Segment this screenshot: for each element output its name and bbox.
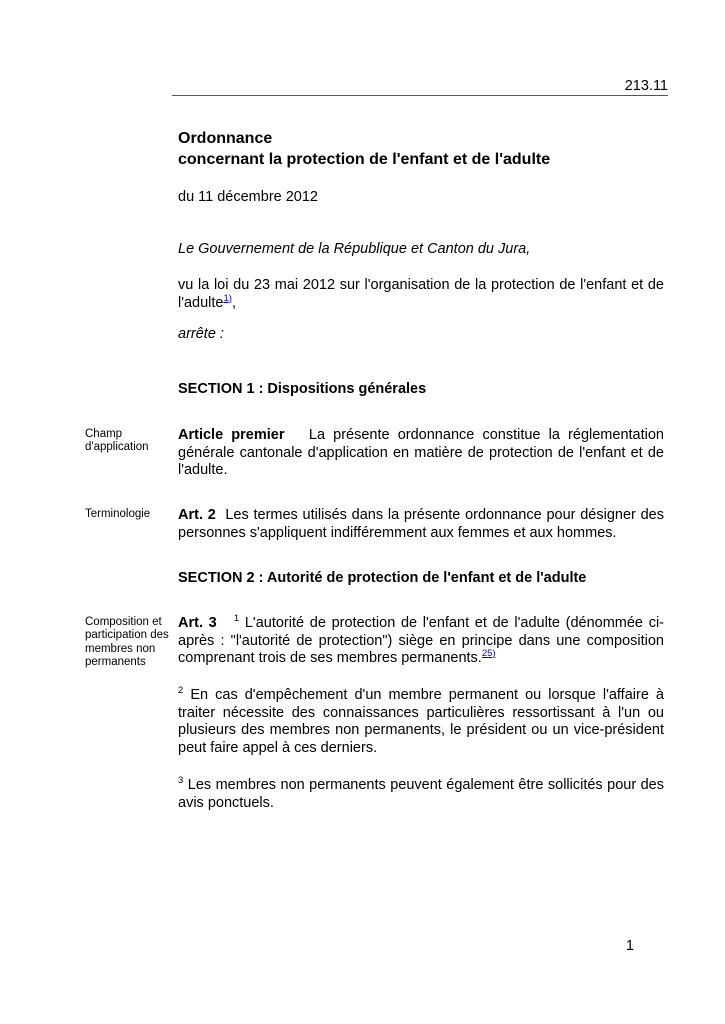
margin-note-article-3: Composition et participation des membres non permanents — [85, 616, 169, 668]
article-3-alinea-3 — [178, 777, 664, 812]
article-2-label: Art. 2 — [178, 507, 216, 523]
article-3-alinea-1 — [178, 615, 664, 668]
section-1-heading: SECTION 1 : Dispositions générales — [178, 381, 427, 397]
alinea-3-number: 3 — [178, 775, 184, 787]
article-3-alinea-2 — [178, 687, 664, 757]
article-1-label: Article premier — [178, 427, 285, 443]
title-line-1: Ordonnance — [178, 130, 273, 147]
preamble-government: Le Gouvernement de la République et Canton du Jura, — [178, 241, 531, 257]
preamble-arrete: arrête : — [178, 326, 224, 342]
header-rule — [172, 95, 668, 96]
page-number: 1 — [625, 938, 634, 954]
title-line-2: concernant la protection de l'enfant et de l'adulte — [178, 151, 551, 168]
preamble-vu-text: vu la loi du 23 mai 2012 sur l'organisation de la protection de l'enfant et de l'adulte — [178, 277, 664, 311]
article-1 — [178, 427, 664, 480]
alinea-3-text: Les membres non permanents peuvent également être sollicités pour des avis ponctuels. — [178, 777, 664, 811]
footnote-link-25[interactable]: 25) — [481, 648, 496, 660]
preamble-vu-end: , — [231, 294, 236, 311]
article-1-text: La présente ordonnance constitue la réglementation générale cantonale d'application en matière de protection de l'enfant et de l'adulte. — [178, 427, 664, 478]
document-number: 213.11 — [624, 78, 668, 94]
article-2-text: Les termes utilisés dans la présente ordonnance pour désigner des personnes s'appliquent indifféremment aux femmes et aux hommes. — [178, 507, 664, 541]
margin-note-article-1: Champ d'application — [85, 428, 149, 454]
margin-note-article-2: Terminologie — [85, 508, 151, 520]
alinea-2-number: 2 — [178, 685, 184, 697]
footnote-link-1[interactable]: 1) — [223, 292, 232, 304]
article-3-label: Art. 3 — [178, 615, 217, 631]
document-title — [178, 128, 550, 170]
alinea-1-text: L'autorité de protection de l'enfant et de l'adulte (dénommée ci-après : "l'autorité de protection") siège en principe dans une composition comprenant trois de ses membres permanents. — [178, 615, 664, 666]
section-2-heading: SECTION 2 : Autorité de protection de l'enfant et de l'adulte — [178, 570, 587, 586]
alinea-2-text: En cas d'empêchement d'un membre permanent ou lorsque l'affaire à traiter nécessite des connaissances particulières ressortissant à l'un ou plusieurs des membres non permanents, le président ou un vice-président peut faire appel à ces derniers. — [178, 687, 664, 756]
article-2 — [178, 507, 664, 542]
document-date: du 11 décembre 2012 — [178, 189, 319, 205]
alinea-1-number: 1 — [233, 613, 240, 625]
preamble-vu — [178, 277, 664, 312]
